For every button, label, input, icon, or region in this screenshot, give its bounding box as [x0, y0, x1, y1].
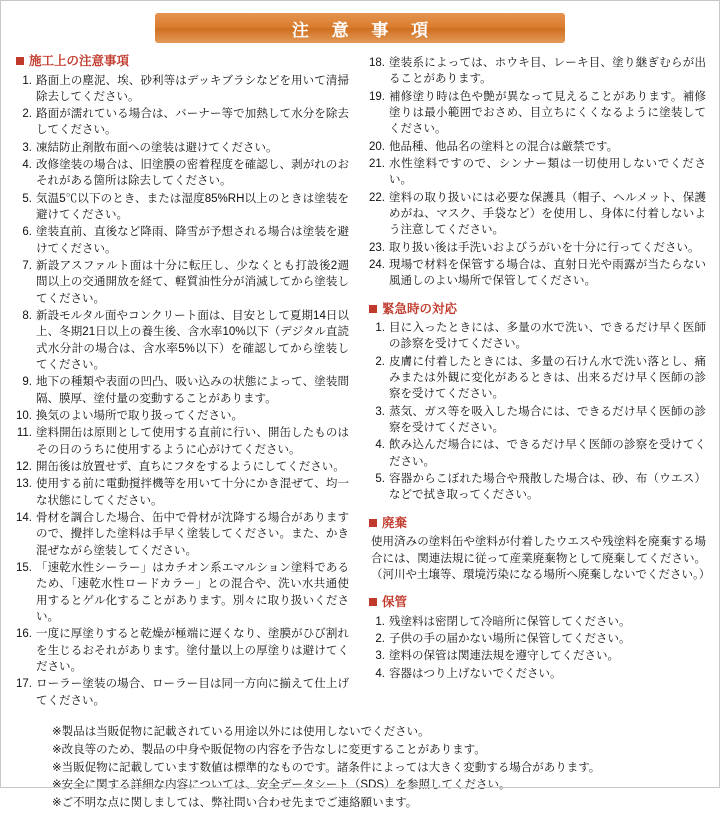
list-item — [16, 374, 349, 407]
list-item-number: 4. — [375, 439, 385, 452]
construction-list-left — [16, 73, 349, 709]
list-item-number: 21. — [369, 157, 385, 170]
section-heading-storage — [369, 596, 706, 609]
note-mark: ※ — [52, 743, 62, 756]
list-item-text: 凍結防止剤散布面への塗装は避けてください。 — [36, 141, 278, 154]
note-text: 改良等のため、製品の中身や販促物の内容を予告なしに変更することがあります。 — [61, 743, 486, 756]
list-item — [369, 190, 706, 239]
note-text: 製品は当販促物に記載されている用途以外には使用しないでください。 — [61, 725, 430, 738]
list-item — [369, 614, 706, 630]
storage-list — [369, 614, 706, 682]
list-item — [369, 471, 706, 504]
list-item — [16, 224, 349, 257]
list-item — [16, 157, 349, 190]
list-item-number: 6. — [22, 226, 32, 239]
list-item — [369, 156, 706, 189]
list-item-text: 塗料の保管は関連法規を遵守してください。 — [389, 650, 619, 663]
list-item — [16, 408, 349, 424]
page-title: 注 意 事 項 — [291, 20, 438, 40]
list-item — [16, 73, 349, 106]
list-item — [16, 676, 349, 709]
list-item-text: 使用する前に電動撹拌機等を用いて十分にかき混ぜて、均一な状態にしてください。 — [36, 478, 349, 507]
list-item-number: 3. — [375, 650, 385, 663]
list-item-text: 路面上の塵泥、埃、砂利等はデッキブラシなどを用いて清掃除去してください。 — [36, 74, 349, 103]
list-item-number: 4. — [375, 667, 385, 680]
note-text: ご不明な点に関しましては、弊社問い合わせ先までご連絡願います。 — [61, 797, 418, 810]
list-item-number: 3. — [22, 141, 32, 154]
list-item-number: 14. — [16, 512, 32, 525]
square-bullet-icon — [16, 57, 24, 65]
list-item — [369, 240, 706, 256]
header-banner-wrap — [0, 0, 720, 43]
list-item-number: 1. — [22, 74, 32, 87]
list-item-text: 新設アスファルト面は十分に転圧し、少なくとも打設後2週間以上の交通開放を経て、軽質油性分が消滅してから塗装してください。 — [36, 260, 349, 305]
list-item-text: 蒸気、ガス等を吸入した場合には、できるだけ早く医師の診察を受けてください。 — [389, 405, 706, 435]
list-item-text: ローラー塗装の場合、ローラー目は同一方向に揃えて仕上げてください。 — [36, 678, 349, 707]
list-item-number: 2. — [375, 355, 385, 368]
section-heading-label: 保管 — [382, 595, 408, 610]
list-item-number: 7. — [22, 260, 32, 273]
list-item — [16, 191, 349, 224]
list-item-number: 17. — [16, 678, 32, 691]
list-item-text: 塗装系によっては、ホウキ目、レーキ目、塗り継ぎむらが出ることがあります。 — [389, 57, 706, 86]
list-item-number: 3. — [375, 405, 385, 418]
emergency-list — [369, 320, 706, 504]
list-item-text: 地下の種類や表面の凹凸、吸い込みの状態によって、塗装間隔、膜厚、塗付量の変動することがあります。 — [36, 376, 349, 405]
list-item-text: 目に入ったときには、多量の水で洗い、できるだけ早く医師の診察を受けてください。 — [389, 322, 706, 351]
list-item — [16, 140, 349, 156]
list-item-text: 容器はつり上げないでください。 — [389, 667, 562, 680]
list-item-text: 一度に厚塗りすると乾燥が極端に遅くなり、塗膜がひび割れを生じるおそれがあります。塗付量以上の厚塗りは避けてください。 — [36, 628, 349, 673]
list-item-number: 23. — [369, 241, 385, 254]
left-column — [16, 55, 361, 710]
list-item — [369, 354, 706, 403]
square-bullet-icon — [369, 519, 377, 527]
disposal-paragraph: 使用済みの塗料缶や塗料が付着したウエスや残塗料を廃棄する場合には、関連法規に従って産業廃棄物として廃棄してください。（河川や土壌等、環境汚染になる場所へ廃棄しないでください。） — [371, 536, 711, 581]
list-item-number: 18. — [369, 57, 385, 69]
list-item — [16, 510, 349, 559]
list-item-number: 22. — [369, 191, 385, 204]
list-item-number: 20. — [369, 140, 385, 153]
list-item — [16, 258, 349, 307]
list-item-number: 15. — [16, 562, 32, 575]
list-item-number: 5. — [375, 473, 385, 486]
list-item-number: 4. — [22, 159, 32, 172]
section-heading-label: 緊急時の対応 — [382, 301, 458, 316]
list-item — [369, 89, 706, 138]
header-banner — [155, 13, 565, 43]
list-item-text: 換気のよい場所で取り扱ってください。 — [36, 410, 243, 423]
note-text: 安全に関する詳細な内容については、安全データシート（SDS）を参照してください。 — [61, 779, 511, 792]
construction-list-right — [369, 55, 706, 290]
list-item-number: 12. — [16, 461, 32, 474]
list-item — [369, 666, 706, 682]
list-item-text: 残塗料は密閉して冷暗所に保管してください。 — [389, 615, 631, 628]
note-mark: ※ — [52, 761, 62, 774]
list-item-text: 新設モルタル面やコンクリート面は、目安として夏期14日以上、冬期21日以上の養生後、含水率10%以下（デジタル直読式水分計の場合は、含水率5%以下）を確認してから塗装してください。 — [36, 310, 349, 372]
list-item-text: 他品種、他品名の塗料との混合は厳禁です。 — [389, 140, 619, 153]
list-item — [369, 139, 706, 155]
list-item — [369, 257, 706, 290]
list-item-text: 水性塗料ですので、シンナー類は一切使用しないでください。 — [389, 157, 706, 187]
list-item-text: 塗装直前、直後など降雨、降雪が予想される場合は塗装を避けてください。 — [36, 226, 349, 255]
section-heading-disposal — [369, 517, 706, 530]
list-item-number: 10. — [16, 410, 32, 423]
note-item — [52, 777, 704, 795]
section-heading-emergency — [369, 303, 706, 316]
list-item-text: 路面が濡れている場合は、バーナー等で加熱して水分を除去してください。 — [36, 108, 349, 137]
list-item-text: 取り扱い後は手洗いおよびうがいを十分に行ってください。 — [389, 241, 700, 254]
list-item-text: 気温5℃以下のとき、または湿度85%RH以上のときは塗装を避けてください。 — [36, 192, 349, 222]
list-item — [16, 626, 349, 675]
list-item-text: 骨材を調合した場合、缶中で骨材が沈降する場合がありますので、攪拌した塗料は手早く塗装してください。また、かき混ぜながら塗装してください。 — [36, 512, 349, 557]
list-item-text: 開缶後は放置せず、直ちにフタをするようにしてください。 — [36, 461, 345, 474]
content-columns — [0, 43, 720, 710]
list-item — [369, 631, 706, 647]
list-item-text: 容器からこぼれた場合や飛散した場合は、砂、布（ウエス）などで拭き取ってください。 — [389, 473, 706, 502]
list-item-text: 改修塗装の場合は、旧塗膜の密着程度を確認し、剥がれのおそれがある箇所は除去してください。 — [36, 159, 349, 188]
list-item-text: 現場で材料を保管する場合は、直射日光や雨露が当たらない風通しのよい場所で保管してください。 — [389, 258, 706, 288]
list-item-number: 13. — [16, 478, 32, 491]
note-mark: ※ — [52, 779, 62, 792]
list-item — [16, 476, 349, 509]
list-item-number: 19. — [369, 90, 385, 103]
list-item-number: 2. — [375, 633, 385, 646]
list-item-number: 5. — [22, 192, 32, 205]
list-item-text: 「速乾水性シーラー」はカチオン系エマルション塗料であるため、「速乾水性ロードカラー」との混合や、洗い水共通使用するとゲル化することがあります。別々に取り扱いください。 — [36, 562, 349, 623]
note-item — [52, 795, 704, 813]
list-item-number: 2. — [22, 108, 32, 121]
note-text: 当販促物に記載しています数値は標準的なものです。諸条件によっては大きく変動する場合があります。 — [61, 761, 601, 774]
list-item-number: 9. — [22, 376, 32, 389]
list-item — [16, 106, 349, 139]
list-item — [369, 320, 706, 353]
list-item — [16, 308, 349, 373]
list-item — [369, 437, 706, 470]
list-item-number: 8. — [22, 310, 32, 323]
footer-notes — [0, 710, 720, 813]
note-item — [52, 724, 704, 742]
list-item — [369, 404, 706, 437]
note-mark: ※ — [52, 797, 62, 810]
list-item — [16, 459, 349, 475]
list-item-text: 塗料の取り扱いには必要な保護具（帽子、ヘルメット、保護めがね、マスク、手袋など）を使用し、身体に付着しないよう注意してください。 — [389, 191, 706, 237]
note-mark: ※ — [52, 725, 62, 738]
list-item-text: 子供の手の届かない場所に保管してください。 — [389, 633, 631, 646]
list-item — [16, 560, 349, 625]
list-item-number: 1. — [375, 615, 385, 628]
note-item — [52, 742, 704, 760]
section-heading-label: 廃棄 — [382, 515, 408, 530]
list-item-number: 24. — [369, 258, 385, 271]
list-item-text: 皮膚に付着したときには、多量の石けん水で洗い落とし、痛みまたは外観に変化があるときは、出来るだけ早く医師の診察を受けてください。 — [389, 355, 706, 401]
right-column — [361, 55, 711, 710]
list-item — [369, 55, 706, 88]
list-item-text: 飲み込んだ場合には、できるだけ早く医師の診察を受けてください。 — [389, 439, 706, 468]
list-item-number: 1. — [375, 322, 385, 335]
square-bullet-icon — [369, 305, 377, 313]
list-item — [16, 425, 349, 458]
list-item — [369, 648, 706, 664]
note-item — [52, 760, 704, 778]
section-heading-label: 施工上の注意事項 — [29, 54, 130, 68]
section-heading-construction — [16, 55, 349, 68]
list-item-text: 塗料開缶は原則として使用する直前に行い、開缶したものはその日のうちに使用するように心がけてください。 — [36, 427, 349, 456]
list-item-text: 補修塗り時は色や艶が異なって見えることがあります。補修塗りは最小範囲でおさめ、目立ちにくくなるように塗装してください。 — [389, 90, 706, 136]
square-bullet-icon — [369, 598, 377, 606]
list-item-number: 11. — [16, 427, 32, 440]
list-item-number: 16. — [16, 628, 32, 641]
